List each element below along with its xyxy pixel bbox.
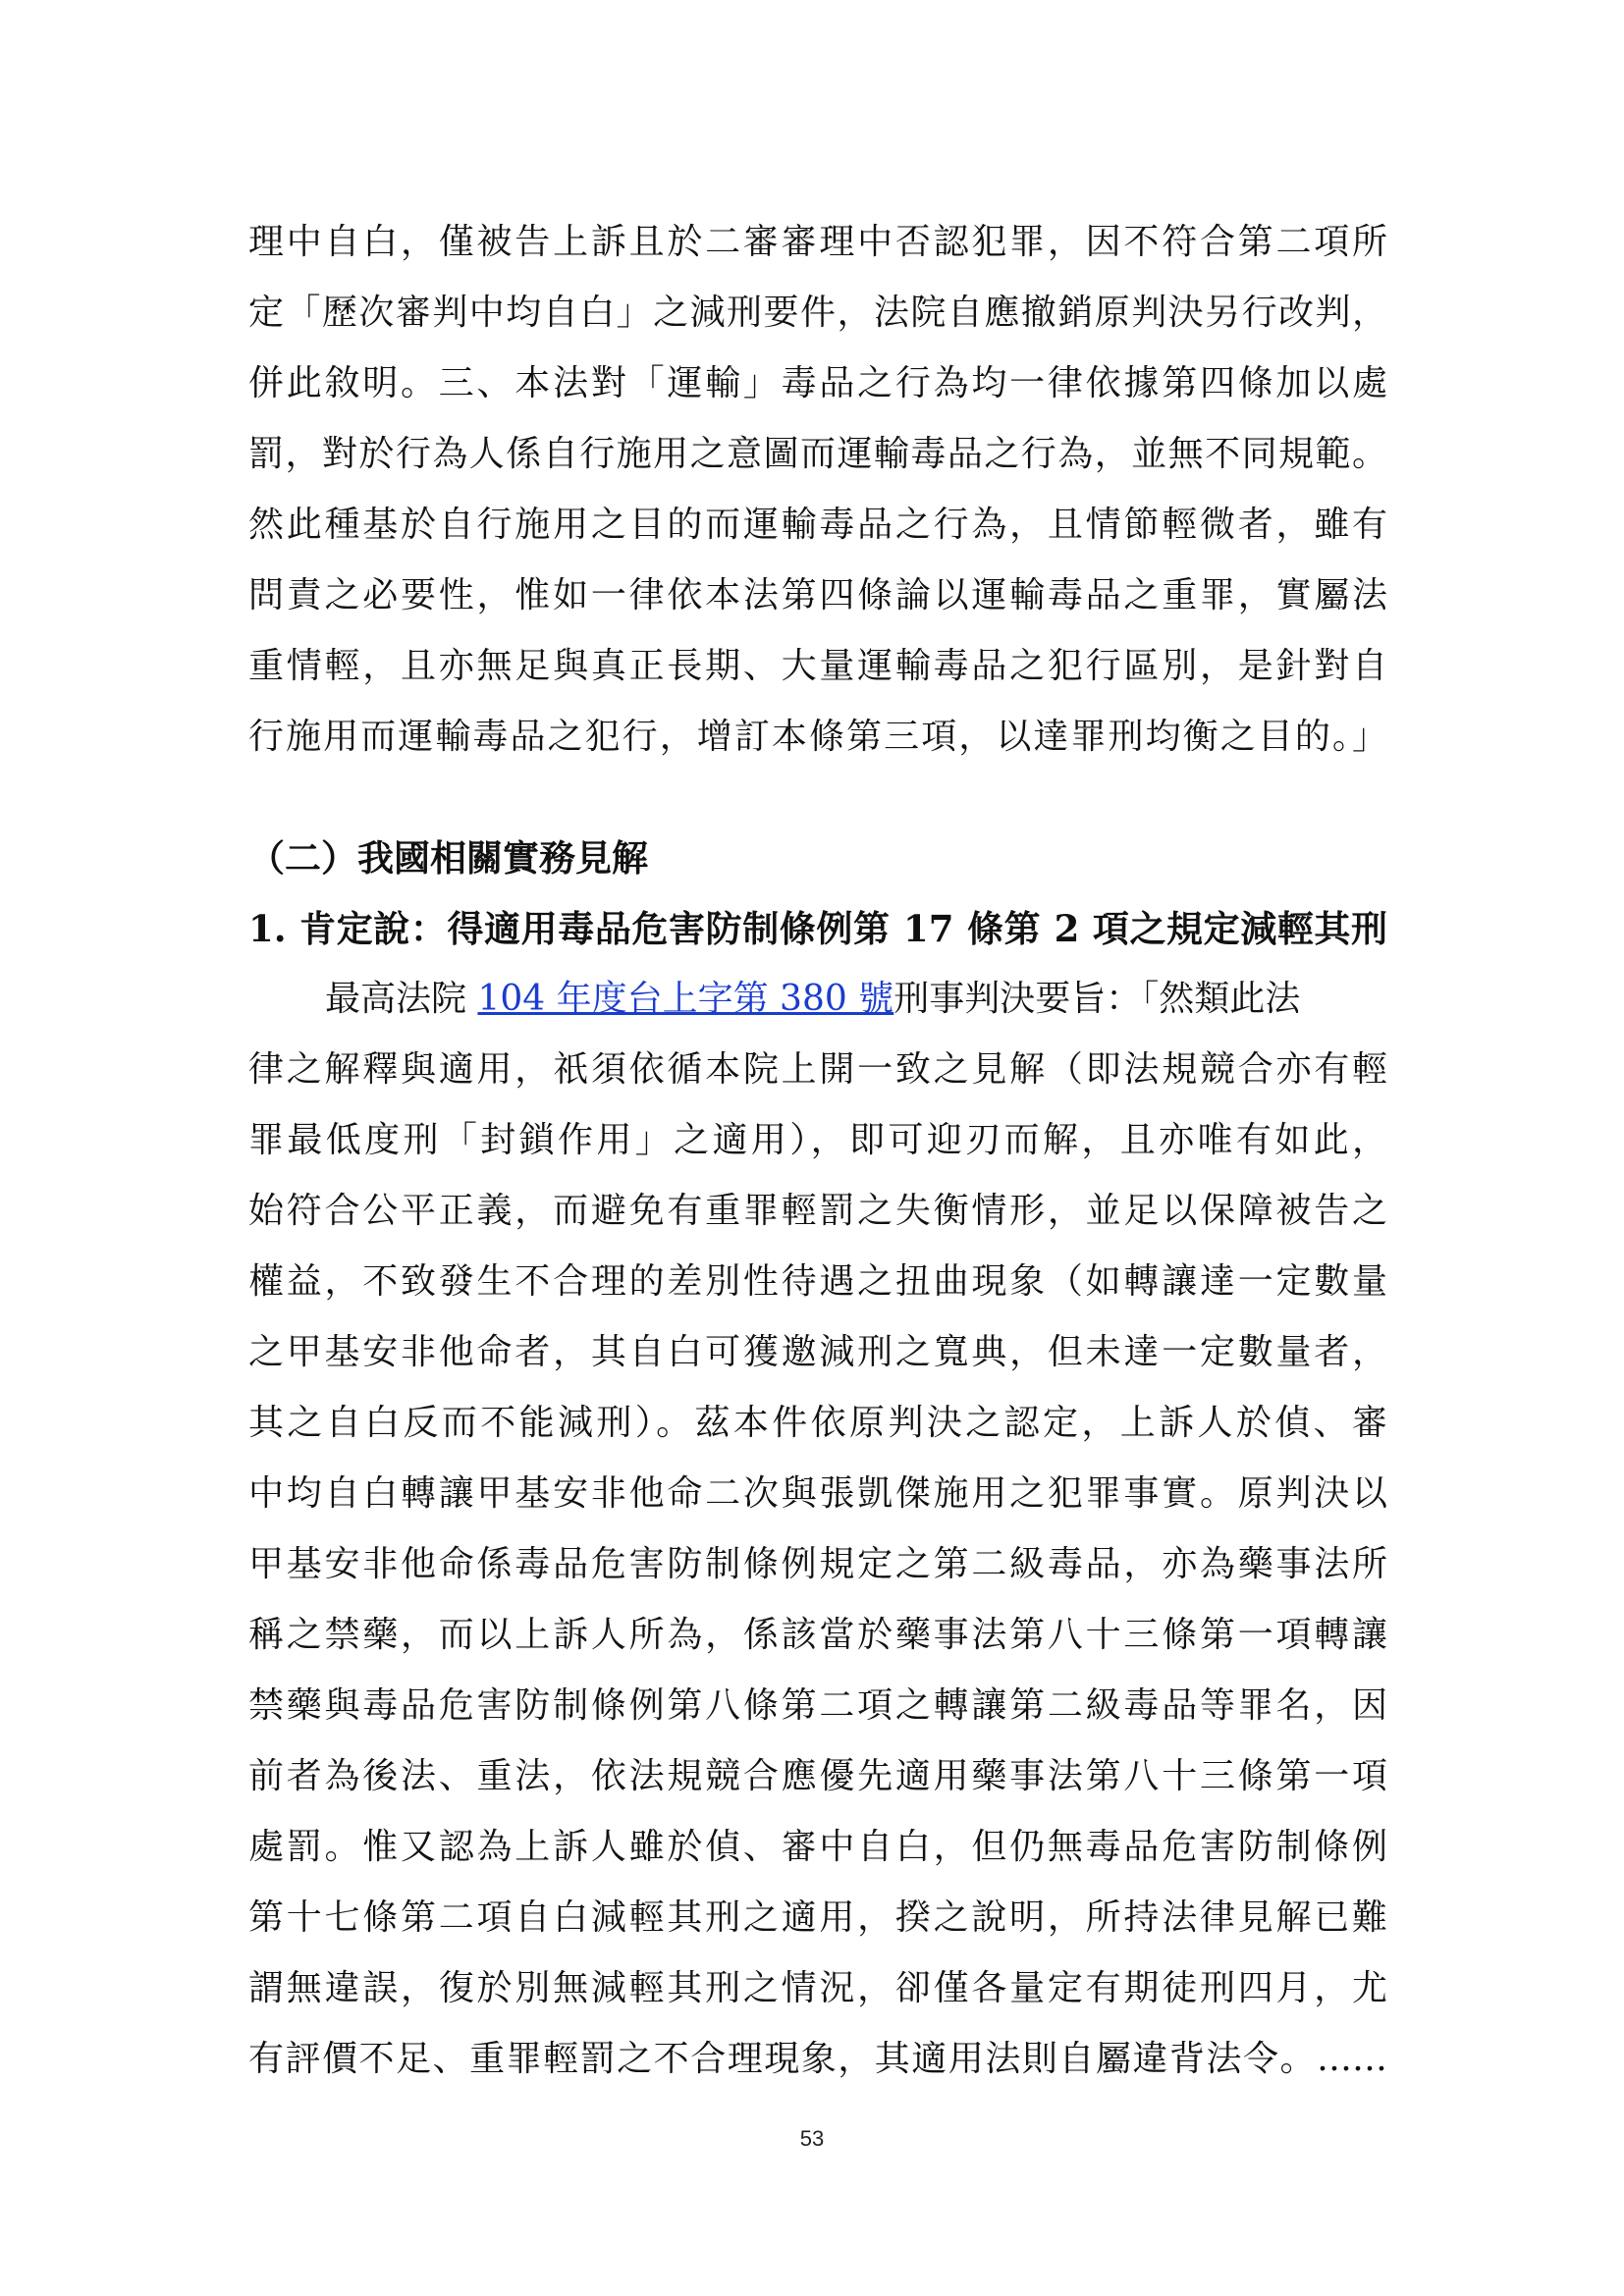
paragraph-line: 謂無違誤，復於別無減輕其刑之情況，卻僅各量定有期徒刑四月，尤 bbox=[248, 1968, 1387, 2008]
paragraph-line: 其之自白反而不能減刑）。茲本件依原判決之認定，上訴人於偵、審 bbox=[248, 1403, 1387, 1443]
paragraph-top bbox=[248, 207, 1387, 773]
case-citation-link[interactable]: 104 年度台上字第 380 號 bbox=[477, 979, 894, 1019]
paragraph-line: 處罰。惟又認為上訴人雖於偵、審中自白，但仍無毒品危害防制條例 bbox=[248, 1827, 1387, 1867]
paragraph-line: 中均自白轉讓甲基安非他命二次與張凱傑施用之犯罪事實。原判決以 bbox=[248, 1473, 1387, 1514]
paragraph-line: 之甲基安非他命者，其自白可獲邀減刑之寬典，但未達一定數量者， bbox=[248, 1332, 1387, 1372]
page-number: 53 bbox=[799, 2126, 825, 2151]
section-heading: （二）我國相關實務見解 bbox=[248, 836, 648, 880]
paragraph-line: 然此種基於自行施用之目的而運輸毒品之行為，且情節輕微者，雖有 bbox=[248, 505, 1387, 545]
paragraph-line: 禁藥與毒品危害防制條例第八條第二項之轉讓第二級毒品等罪名，因 bbox=[248, 1685, 1387, 1726]
paragraph-line: 重情輕，且亦無足與真正長期、大量運輸毒品之犯行區別，是針對自 bbox=[248, 646, 1387, 686]
sub-heading: 1. 肯定說：得適用毒品危害防制條例第 17 條第 2 項之規定減輕其刑 bbox=[248, 907, 1387, 950]
paragraph-line: 有評價不足、重罪輕罰之不合理現象，其適用法則自屬違背法令。…… bbox=[248, 2039, 1387, 2079]
paragraph-case bbox=[248, 964, 1387, 2095]
paragraph-line: 問責之必要性，惟如一律依本法第四條論以運輸毒品之重罪，實屬法 bbox=[248, 575, 1387, 615]
paragraph-line: 始符合公平正義，而避免有重罪輕罰之失衡情形，並足以保障被告之 bbox=[248, 1191, 1387, 1231]
paragraph-line: 行施用而運輸毒品之犯行，增訂本條第三項，以達罪刑均衡之目的。」 bbox=[248, 717, 1387, 757]
paragraph-line: 稱之禁藥，而以上訴人所為，係該當於藥事法第八十三條第一項轉讓 bbox=[248, 1615, 1387, 1655]
judgment-intro: 刑事判決要旨：「然類此法 bbox=[893, 979, 1301, 1019]
paragraph-line: 權益，不致發生不合理的差別性待遇之扭曲現象（如轉讓達一定數量 bbox=[248, 1261, 1387, 1302]
paragraph-line: 律之解釋與適用，祇須依循本院上開一致之見解（即法規競合亦有輕 bbox=[248, 1049, 1387, 1090]
paragraph-line: 併此敘明。三、本法對「運輸」毒品之行為均一律依據第四條加以處 bbox=[248, 363, 1387, 403]
paragraph-line: 罪最低度刑「封鎖作用」之適用），即可迎刃而解，且亦唯有如此， bbox=[248, 1120, 1387, 1160]
paragraph-line: 罰，對於行為人係自行施用之意圖而運輸毒品之行為，並無不同規範。 bbox=[248, 434, 1387, 474]
paragraph-line: 第十七條第二項自白減輕其刑之適用，揆之說明，所持法律見解已難 bbox=[248, 1897, 1387, 1938]
paragraph-line: 理中自白，僅被告上訴且於二審審理中否認犯罪，因不符合第二項所 bbox=[248, 222, 1387, 262]
paragraph-line: 甲基安非他命係毒品危害防制條例規定之第二級毒品，亦為藥事法所 bbox=[248, 1544, 1387, 1584]
paragraph-line: 前者為後法、重法，依法規競合應優先適用藥事法第八十三條第一項 bbox=[248, 1756, 1387, 1796]
court-name: 最高法院 bbox=[325, 979, 478, 1019]
paragraph-first-line bbox=[248, 964, 1387, 1035]
paragraph-line: 定「歷次審判中均自白」之減刑要件，法院自應撤銷原判決另行改判， bbox=[248, 293, 1387, 333]
